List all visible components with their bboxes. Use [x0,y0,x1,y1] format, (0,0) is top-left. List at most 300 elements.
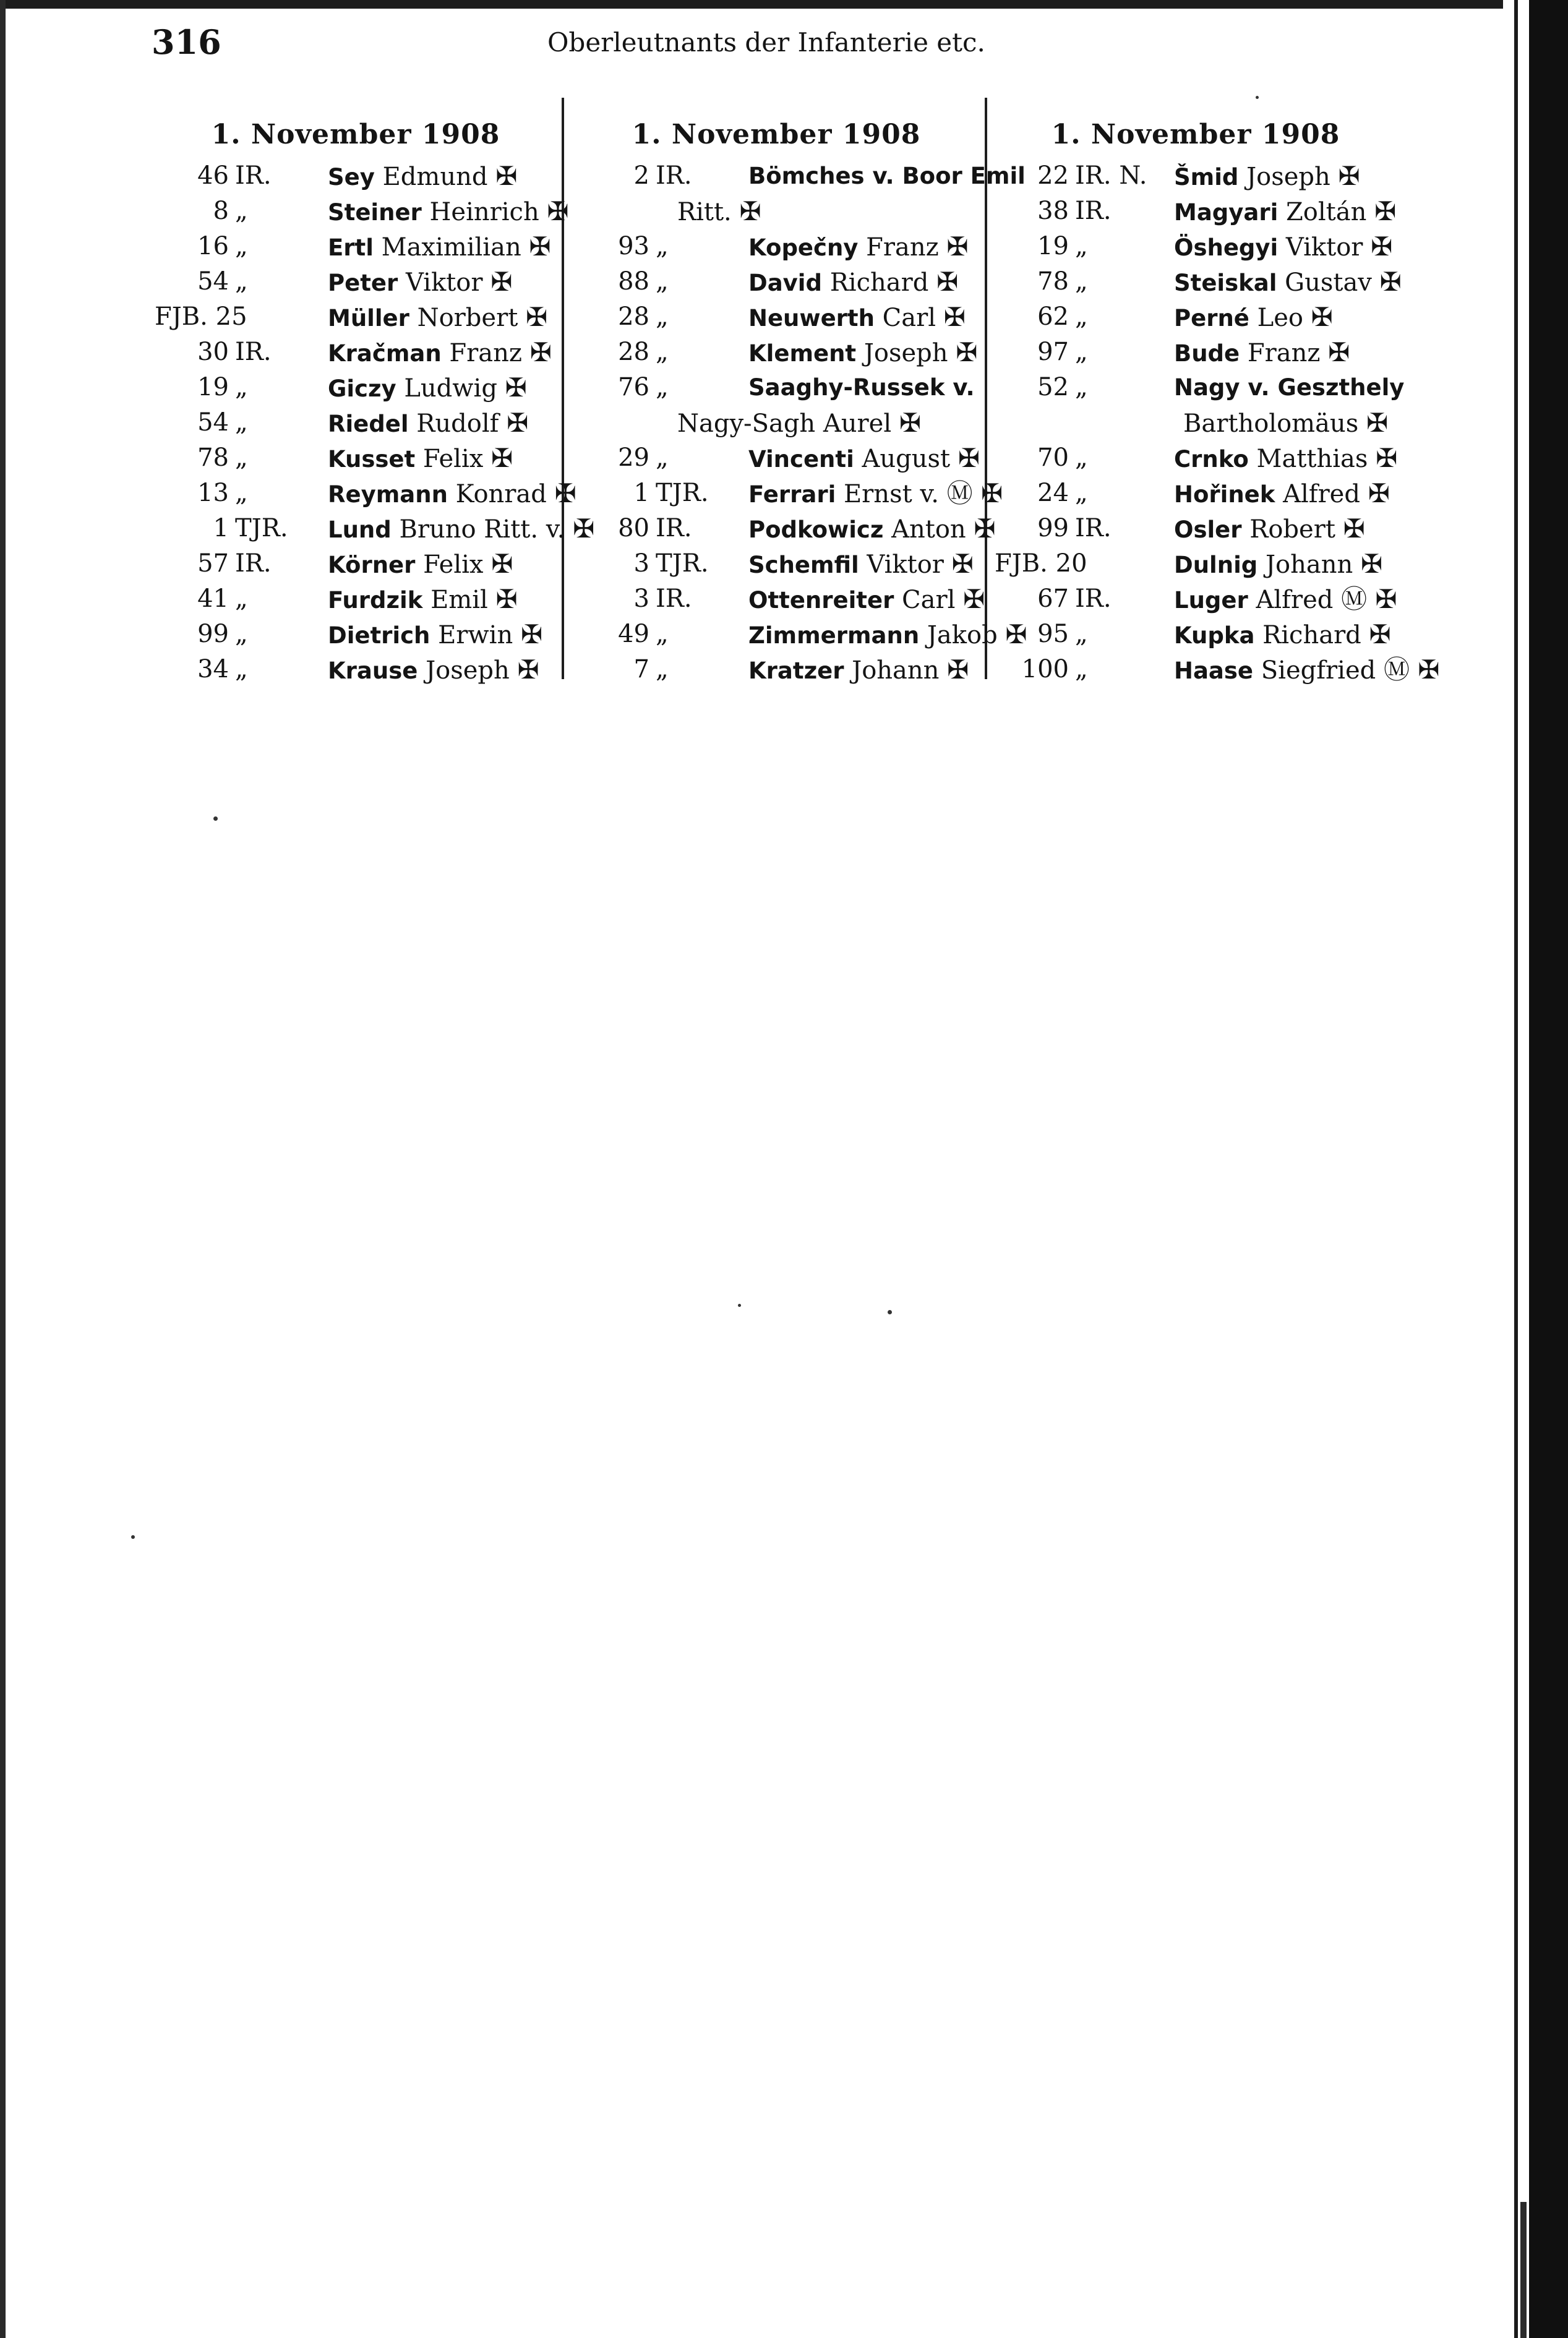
list-item [155,476,576,511]
column-3 [995,118,1440,687]
surname: Perné [1174,305,1249,332]
list-item [155,617,557,652]
surname: Ferrari [748,481,836,508]
surname: Bude [1174,340,1240,367]
list-item [575,652,977,687]
unit-type: IR. [235,338,272,366]
list-item [995,299,1397,335]
unit-type: „ [235,655,248,683]
regiment-number: 3 [633,584,649,613]
decoration-icon: ✠ [946,231,969,262]
given-name: Anton [891,515,966,544]
officer-name [328,370,527,406]
unit-type: „ [656,443,669,472]
list-item [155,405,557,440]
list-item [155,581,557,617]
unit-type: „ [656,302,669,331]
officer-name [1174,335,1350,371]
column-heading: 1. November 1908 [211,119,500,150]
unit-type: TJR. [656,549,709,578]
given-name: Felix [422,445,484,473]
list-item [155,229,557,264]
page-number: 316 [152,22,221,62]
officer-name [748,617,1027,653]
unit-type: „ [235,373,248,401]
decoration-icon: ✠ [1369,619,1391,649]
surname: Bömches v. Boor Emil [748,163,1026,189]
decoration-icon: ✠ [495,584,518,614]
list-item [995,440,1397,476]
regiment-number: 78 [197,443,229,472]
unit-type: IR. [235,161,272,190]
regiment-number: 88 [618,267,649,296]
officer-name [1174,440,1397,477]
given-name: Richard [829,268,929,297]
officer-name [328,229,551,265]
decoration-icon: ✠ [943,302,966,332]
regiment-number: 16 [197,232,229,260]
regiment-number: FJB. 25 [155,302,247,331]
surname: Reymann [328,481,448,508]
decoration-icon: ✠ [491,267,513,297]
regiment-number: 70 [1037,443,1069,472]
officer-name [1174,546,1382,583]
given-name: Felix [423,550,484,579]
unit-type: „ [1075,479,1088,507]
officer-name [1174,511,1365,547]
list-item [575,299,977,335]
list-item [995,194,1397,229]
given-name: Robert [1249,515,1335,544]
unit-type: „ [1075,338,1088,366]
regiment-number: FJB. 20 [995,549,1087,578]
surname: Podkowicz [748,516,884,543]
regiment-number: 78 [1037,267,1069,296]
unit-type: „ [656,338,669,366]
officer-name [1174,370,1404,405]
unit-type: „ [656,620,669,648]
surname: Körner [328,552,416,578]
unit-type: IR. N. [1075,161,1147,190]
regiment-number: 95 [1037,620,1069,648]
unit-type: „ [656,267,669,296]
unit-type: TJR. [235,514,288,542]
list-item [575,370,977,405]
decoration-icon: ✠ [547,196,569,226]
regiment-number: 7 [633,655,649,683]
scan-right-edge [1503,0,1568,2338]
regiment-number: 28 [618,338,649,366]
unit-type: IR. [1075,584,1112,613]
regiment-number: 57 [197,549,229,578]
given-name: Norbert [417,304,518,332]
regiment-number: 67 [1037,584,1069,613]
given-name: Erwin [438,621,513,649]
given-name: Emil [431,586,488,614]
scan-left-edge [0,0,6,2338]
decoration-icon: ✠ [1368,478,1390,508]
surname: Neuwerth [748,305,875,332]
column-heading: 1. November 1908 [632,119,921,150]
unit-type: IR. [656,514,692,542]
given-name: Bruno Ritt. v. [399,515,565,544]
given-name: Joseph [426,656,510,685]
officer-name [1174,299,1333,336]
unit-type: „ [235,479,248,507]
list-item [155,158,557,194]
regiment-number: 99 [197,620,229,648]
decoration-icon: ✠ [529,231,551,262]
surname: Öshegyi [1174,234,1279,261]
list-item [575,617,1027,652]
list-item [575,581,985,617]
surname: Saaghy-Russek v. [748,374,975,401]
surname: Kračman [328,340,442,367]
decoration-icon: ✠ [491,549,513,579]
unit-type: „ [1075,373,1088,401]
officer-name [328,546,513,583]
list-item [995,652,1440,687]
surname: Kupka [1174,622,1255,649]
unit-type: „ [235,197,248,225]
name-continuation [677,194,761,230]
officer-name [748,476,1003,512]
decoration-icon: ✠ [1343,513,1365,544]
given-name: Siegfried [1261,656,1376,685]
decoration-icon: ✠ [1005,619,1027,649]
decoration-icon: ✠ [956,337,978,367]
unit-type: „ [656,373,669,401]
surname: Sey [328,164,375,191]
list-item [995,335,1397,370]
list-item [155,440,557,476]
list-item [995,546,1397,581]
given-name: Gustav [1285,268,1372,297]
given-name: Viktor [1285,233,1363,262]
surname: Lund [328,516,392,543]
decoration-icon: ✠ [520,619,543,649]
continuation-text: Ritt. [677,198,732,226]
unit-type: „ [1075,302,1088,331]
officer-name [748,581,985,618]
regiment-number: 76 [618,373,649,401]
given-name: Joseph [863,339,948,367]
decoration-icon: ✠ [951,549,974,579]
list-item [575,264,977,299]
list-item [575,158,1026,194]
list-item [995,617,1397,652]
surname: David [748,270,822,296]
given-name: Joseph [1246,163,1330,191]
regiment-number: 29 [618,443,649,472]
scan-speck [738,1304,741,1307]
unit-type: „ [235,232,248,260]
officer-name [1174,264,1402,301]
decoration-icon: ✠ [1360,549,1383,579]
list-item [995,158,1397,194]
scan-speck [131,1535,135,1539]
officer-name [1174,617,1391,653]
given-name: Johann [1265,550,1353,579]
name-continuation [677,405,921,442]
given-name: Franz [866,233,939,262]
officer-name [748,546,974,583]
officer-name [328,299,547,336]
officer-name [748,335,977,371]
decoration-icon: ✠ [1366,408,1389,438]
unit-type: IR. [235,549,272,578]
column-divider-1 [562,98,564,679]
decoration-icon: ✠ [739,196,761,226]
decoration-icon: ✠ [1371,231,1393,262]
officer-name [328,405,528,442]
decoration-icon: ✠ [899,408,922,438]
surname: Schemfil [748,552,859,578]
unit-type: „ [656,232,669,260]
given-name: Ernst v. [843,480,939,508]
list-item [995,511,1397,546]
list-item [575,335,977,370]
list-item [995,264,1402,299]
decoration-icon: Ⓜ ✠ [1383,654,1440,685]
unit-type: „ [656,655,669,683]
scan-top-edge [0,0,1568,9]
officer-name [328,158,517,195]
given-name: Johann [852,656,940,685]
regiment-number: 30 [197,338,229,366]
given-name: Rudolf [416,409,499,438]
regiment-number: 46 [197,161,229,190]
unit-type: „ [1075,232,1088,260]
scan-speck [888,1310,892,1314]
officer-name [748,229,969,265]
regiment-number: 8 [213,197,229,225]
surname: Crnko [1174,446,1249,473]
given-name: Ludwig [404,374,497,403]
list-item [995,476,1397,511]
surname: Furdzik [328,587,423,614]
given-name: Leo [1257,304,1303,332]
continuation-text: Nagy-Sagh Aurel [677,409,892,438]
officer-name [328,194,569,230]
officer-name [748,511,996,547]
given-name: Carl [902,586,956,614]
regiment-number: 54 [197,408,229,437]
surname: Ottenreiter [748,587,894,614]
surname: Dulnig [1174,552,1258,578]
decoration-icon: ✠ [507,408,529,438]
column-2 [575,118,1027,687]
given-name: Franz [1247,339,1321,367]
regiment-number: 3 [633,549,649,578]
surname: Kusset [328,446,416,473]
regiment-number: 93 [618,232,649,260]
officer-name [748,264,958,301]
surname: Luger [1174,587,1248,614]
given-name: Viktor [867,550,944,579]
decoration-icon: ✠ [517,654,539,685]
surname: Klement [748,340,857,367]
unit-type: TJR. [656,479,709,507]
unit-type: „ [235,267,248,296]
officer-name [748,158,1026,194]
list-item [155,546,557,581]
unit-type: IR. [656,584,692,613]
unit-type: IR. [1075,514,1112,542]
regiment-number: 1 [633,479,649,507]
regiment-number: 19 [197,373,229,401]
officer-name [748,440,980,477]
list-item [575,229,977,264]
surname: Krause [328,657,418,684]
officer-name [1174,229,1392,265]
running-head: Oberleutnants der Infanterie etc. [547,27,985,58]
officer-name [328,652,539,688]
decoration-icon: ✠ [573,513,595,544]
unit-type: „ [1075,267,1088,296]
surname: Zimmermann [748,622,920,649]
regiment-number: 13 [197,479,229,507]
continuation-text: Bartholomäus [1183,409,1359,438]
surname: Vincenti [748,446,854,473]
list-item [155,511,595,546]
surname: Osler [1174,516,1242,543]
officer-name [328,581,518,618]
surname: Magyari [1174,199,1279,226]
regiment-number: 80 [618,514,649,542]
officer-name [328,335,552,371]
unit-type: „ [1075,655,1088,683]
list-item [155,299,557,335]
list-item [155,335,557,370]
officer-name [1174,158,1360,195]
decoration-icon: ✠ [1338,161,1360,191]
decoration-icon: ✠ [529,337,552,367]
name-continuation [1183,405,1388,442]
surname: Peter [328,270,398,296]
list-item [995,229,1397,264]
decoration-icon: Ⓜ ✠ [946,478,1003,508]
regiment-number: 100 [1021,655,1069,683]
regiment-number: 34 [197,655,229,683]
regiment-number: 19 [1037,232,1069,260]
unit-type: „ [235,443,248,472]
decoration-icon: ✠ [1311,302,1333,332]
list-item [155,194,569,229]
unit-type: „ [235,408,248,437]
surname: Steiner [328,199,422,226]
list-item [575,476,1003,511]
column-heading: 1. November 1908 [1051,119,1340,150]
given-name: Maximilian [381,233,521,262]
officer-name [328,264,512,301]
given-name: Alfred [1256,586,1334,614]
regiment-number: 49 [618,620,649,648]
decoration-icon: ✠ [1328,337,1350,367]
list-item [575,194,977,229]
list-item [575,440,980,476]
regiment-number: 41 [197,584,229,613]
list-item [995,405,1397,440]
regiment-number: 97 [1037,338,1069,366]
given-name: Matthias [1256,445,1368,473]
regiment-number: 52 [1037,373,1069,401]
given-name: Edmund [382,163,488,191]
regiment-number: 62 [1037,302,1069,331]
surname: Riedel [328,411,409,437]
list-item [155,264,557,299]
unit-type: IR. [656,161,692,190]
officer-name [748,299,966,336]
regiment-number: 24 [1037,479,1069,507]
regiment-number: 38 [1037,197,1069,225]
officer-name [1174,652,1439,688]
list-item [995,581,1397,617]
list-item [155,652,557,687]
given-name: Heinrich [429,198,539,226]
surname: Hořinek [1174,481,1275,508]
list-item [575,546,977,581]
given-name: Konrad [455,480,547,508]
surname: Steiskal [1174,270,1277,296]
surname: Haase [1174,657,1254,684]
surname: Müller [328,305,409,332]
officer-name [328,511,594,547]
given-name: Zoltán [1286,198,1367,226]
given-name: Franz [449,339,522,367]
scan-speck [1256,96,1259,99]
decoration-icon: ✠ [1374,196,1397,226]
regiment-number: 54 [197,267,229,296]
given-name: Richard [1262,621,1361,649]
given-name: Viktor [405,268,483,297]
given-name: Alfred [1283,480,1360,508]
officer-name [748,370,975,405]
decoration-icon: ✠ [974,513,996,544]
column-1 [155,118,595,687]
officer-name [328,476,576,512]
list-item [155,370,557,405]
regiment-number: 1 [213,514,229,542]
surname: Ertl [328,234,374,261]
decoration-icon: ✠ [491,443,513,473]
surname: Dietrich [328,622,431,649]
surname: Giczy [328,375,396,402]
unit-type: „ [235,584,248,613]
given-name: August [862,445,951,473]
regiment-number: 99 [1037,514,1069,542]
list-item [995,370,1405,405]
regiment-number: 2 [633,161,649,190]
officer-name [1174,194,1396,230]
officer-name [1174,581,1397,618]
decoration-icon: ✠ [947,654,969,685]
given-name: Carl [882,304,936,332]
decoration-icon: ✠ [554,478,576,508]
officer-name [328,440,513,477]
decoration-icon: ✠ [958,443,980,473]
decoration-icon: Ⓜ ✠ [1341,584,1397,614]
list-item [575,511,996,546]
regiment-number: 22 [1037,161,1069,190]
decoration-icon: ✠ [1379,267,1402,297]
officer-name [1174,476,1390,512]
surname: Kopečny [748,234,859,261]
decoration-icon: ✠ [936,267,959,297]
decoration-icon: ✠ [963,584,985,614]
surname: Kratzer [748,657,844,684]
regiment-number: 28 [618,302,649,331]
